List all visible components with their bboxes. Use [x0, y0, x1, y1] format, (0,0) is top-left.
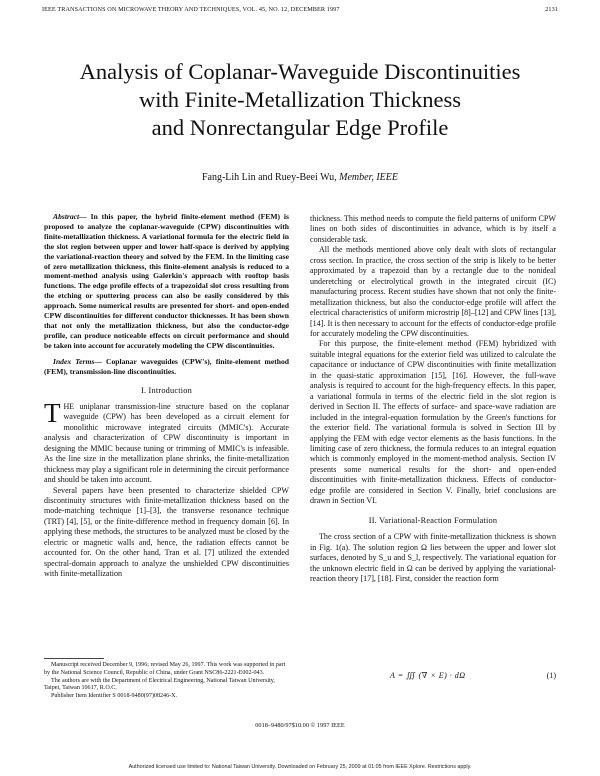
paper-title	[0, 58, 600, 142]
index-terms	[44, 357, 289, 377]
abstract-text: In this paper, the hybrid finite-element method (FEM) is proposed to analyze the coplanar-waveguide (CPW) discontinuities with finite-metallization thickness. A variational formula for the electric field in the slot region between upper and lower half-space is derived by applying the variational-reaction theory and solved by the FEM. In the limiting case of zero metallization thickness, this finite-element analysis is reduced to a moment-method analysis using Galerkin's approach with rooftop basis functions. The edge profile effects of a trapezoidal slot cross resulting from the etching or sputtering process can also be easily considered by this approach. Some numerical results are presented for short- and open-ended CPW discontinuities for different conductor thicknesses. It has been shown that not only the metallization thickness, but also the conductor-edge profile, can produce noticeable effects on circuit performance and should be taken into account for accurately modeling the CPW discontinuities.	[44, 212, 289, 350]
footnote-affiliation: The authors are with the Department of Electrical Engineering, National Taiwan University, Taipei, Taiwan 10617, R.O.C.	[44, 677, 275, 692]
footnote-rule	[44, 658, 104, 659]
section-1-heading: I. Introduction	[141, 385, 192, 395]
section-2-paragraph-1: The cross section of a CPW with finite-metallization thickness is shown in Fig. 1(a). The solution region Ω lies between the upper and lower slot surfaces, denoted by S_u and S_l, respectively. The variational equation for the unknown electric field in Ω can be derived by applying the variational-reaction theory [17], [18]. First, consider the reaction form	[310, 532, 556, 583]
author-names: Fang-Lih Lin and Ruey-Beei Wu,	[201, 172, 337, 183]
abstract	[44, 212, 289, 351]
title-line-2: with Finite-Metallization Thickness	[138, 87, 462, 112]
footnote-publisher: Publisher Item Identifier S 0018-9480(97)08246-X.	[51, 693, 178, 700]
left-column	[44, 212, 289, 580]
footnotes	[44, 658, 289, 701]
footnote-received: Manuscript received December 9, 1996; revised May 26, 1997. This work was supported in part by the National Science Council, Republic of China, under Grant NSC86-2221-E002-043.	[44, 662, 286, 676]
equation-number: (1)	[546, 671, 556, 680]
journal-name: IEEE TRANSACTIONS ON MICROWAVE THEORY AND TECHNIQUES, VOL. 45, NO. 12, DECEMBER 1997	[42, 6, 340, 13]
intro-paragraph-3: thickness. This method needs to compute the field patterns of uniform CPW lines on both sides of discontinuities in advance, which is by itself a considerable task.	[310, 214, 556, 244]
authorized-use-notice: Authorized licensed use limited to: National Taiwan University. Downloaded on February 25, 2009 at 01:05 from IEEE Xplore. Restrictions apply.	[128, 764, 472, 770]
page-number: 2131	[545, 6, 558, 13]
right-column	[310, 214, 556, 584]
equation-expression: A = ∭ (∇ × E) · dΩ	[390, 671, 466, 680]
copyright-line: 0018–9480/97$10.00 © 1997 IEEE	[255, 722, 345, 729]
intro-paragraph-1	[44, 397, 289, 486]
author-line	[0, 172, 600, 183]
section-2-heading: II. Variational-Reaction Formulation	[368, 515, 498, 525]
intro-paragraph-2: Several papers have been presented to characterize shielded CPW discontinuity structures with finite-metallization thickness based on the mode-matching technique [1]–[3], the transverse resonance technique (TRT) [4], [5], or the finite-difference method in frequency domain [6]. In applying these methods, the structures to be analyzed must be closed by the electric or magnetic walls and, hence, the radiation effects cannot be accounted for. On the other hand, Tran et al. [7] utilized the extended spectral-domain approach to analyze the unshielded CPW discontinuities with finite-metallization	[44, 485, 289, 579]
equation-1	[330, 671, 556, 687]
title-line-3: and Nonrectangular Edge Profile	[151, 115, 449, 140]
abstract-label: Abstract—	[53, 212, 87, 221]
intro-p1-text: HE uniplanar transmission-line structure based on the coplanar waveguide (CPW) has been developed as a circuit element for monolithic microwave integrated circuits (MMIC's). Accurate analysis and characterization of CPW discontinuity is important in designing the MMIC because tuning or trimming of MMIC's is infeasible. As the line size in the metallization plane shrinks, the finite-metallization thickness may play a significant role in determining the circuit performance and should be taken into account.	[44, 401, 289, 485]
title-line-1: Analysis of Coplanar-Waveguide Discontinuities	[79, 59, 521, 84]
intro-paragraph-5: For this purpose, the finite-element method (FEM) hybridized with suitable integral equations for the exterior field was utilized to calculate the capacitance or inductance of CPW discontinuities with finite metallization in the quasi-static approximation [15], [16]. However, the full-wave analysis is required to account for the high-frequency effects. In this paper, a variational formula in terms of the electric field in the slot region is derived in Section II. The effects of surface- and space-wave radiation are included in the integral-equation formulation by the Green's functions for the exterior field. The variational formula is solved in Section III by applying the FEM with edge vector elements as the basis functions. In the limiting case of zero thickness, the formula reduces to an integral equation which is commonly employed in the moment-method analysis. Section IV presents some numerical results for the short- and open-ended discontinuities with finite-metallization thickness. Effects of conductor-edge profile are considered in Section V. Finally, brief conclusions are drawn in Section VI.	[310, 339, 556, 506]
author-membership: Member, IEEE	[339, 172, 399, 183]
index-terms-text: Coplanar waveguides (CPW's), finite-element method (FEM), transmission-line discontinuities.	[44, 356, 290, 376]
drop-cap: T	[44, 397, 61, 428]
index-terms-label: Index Terms—	[53, 356, 102, 366]
intro-paragraph-4: All the methods mentioned above only dealt with slots of rectangular cross section. In practice, the cross section of the strip is likely to be better approximated by a trapezoid than by a rectangle due to the nonideal underetching or electrolytical growth in the integrated circuit (IC) manufacturing process. Recent studies have shown that not only the finite-metallization thickness, but also the conductor-edge profile will affect the electrical characteristics of uniform microstrip [8]–[12] and CPW lines [13], [14]. It is then necessary to account for the effects of conductor-edge profile for accurately modeling the CPW discontinuities.	[310, 245, 556, 338]
